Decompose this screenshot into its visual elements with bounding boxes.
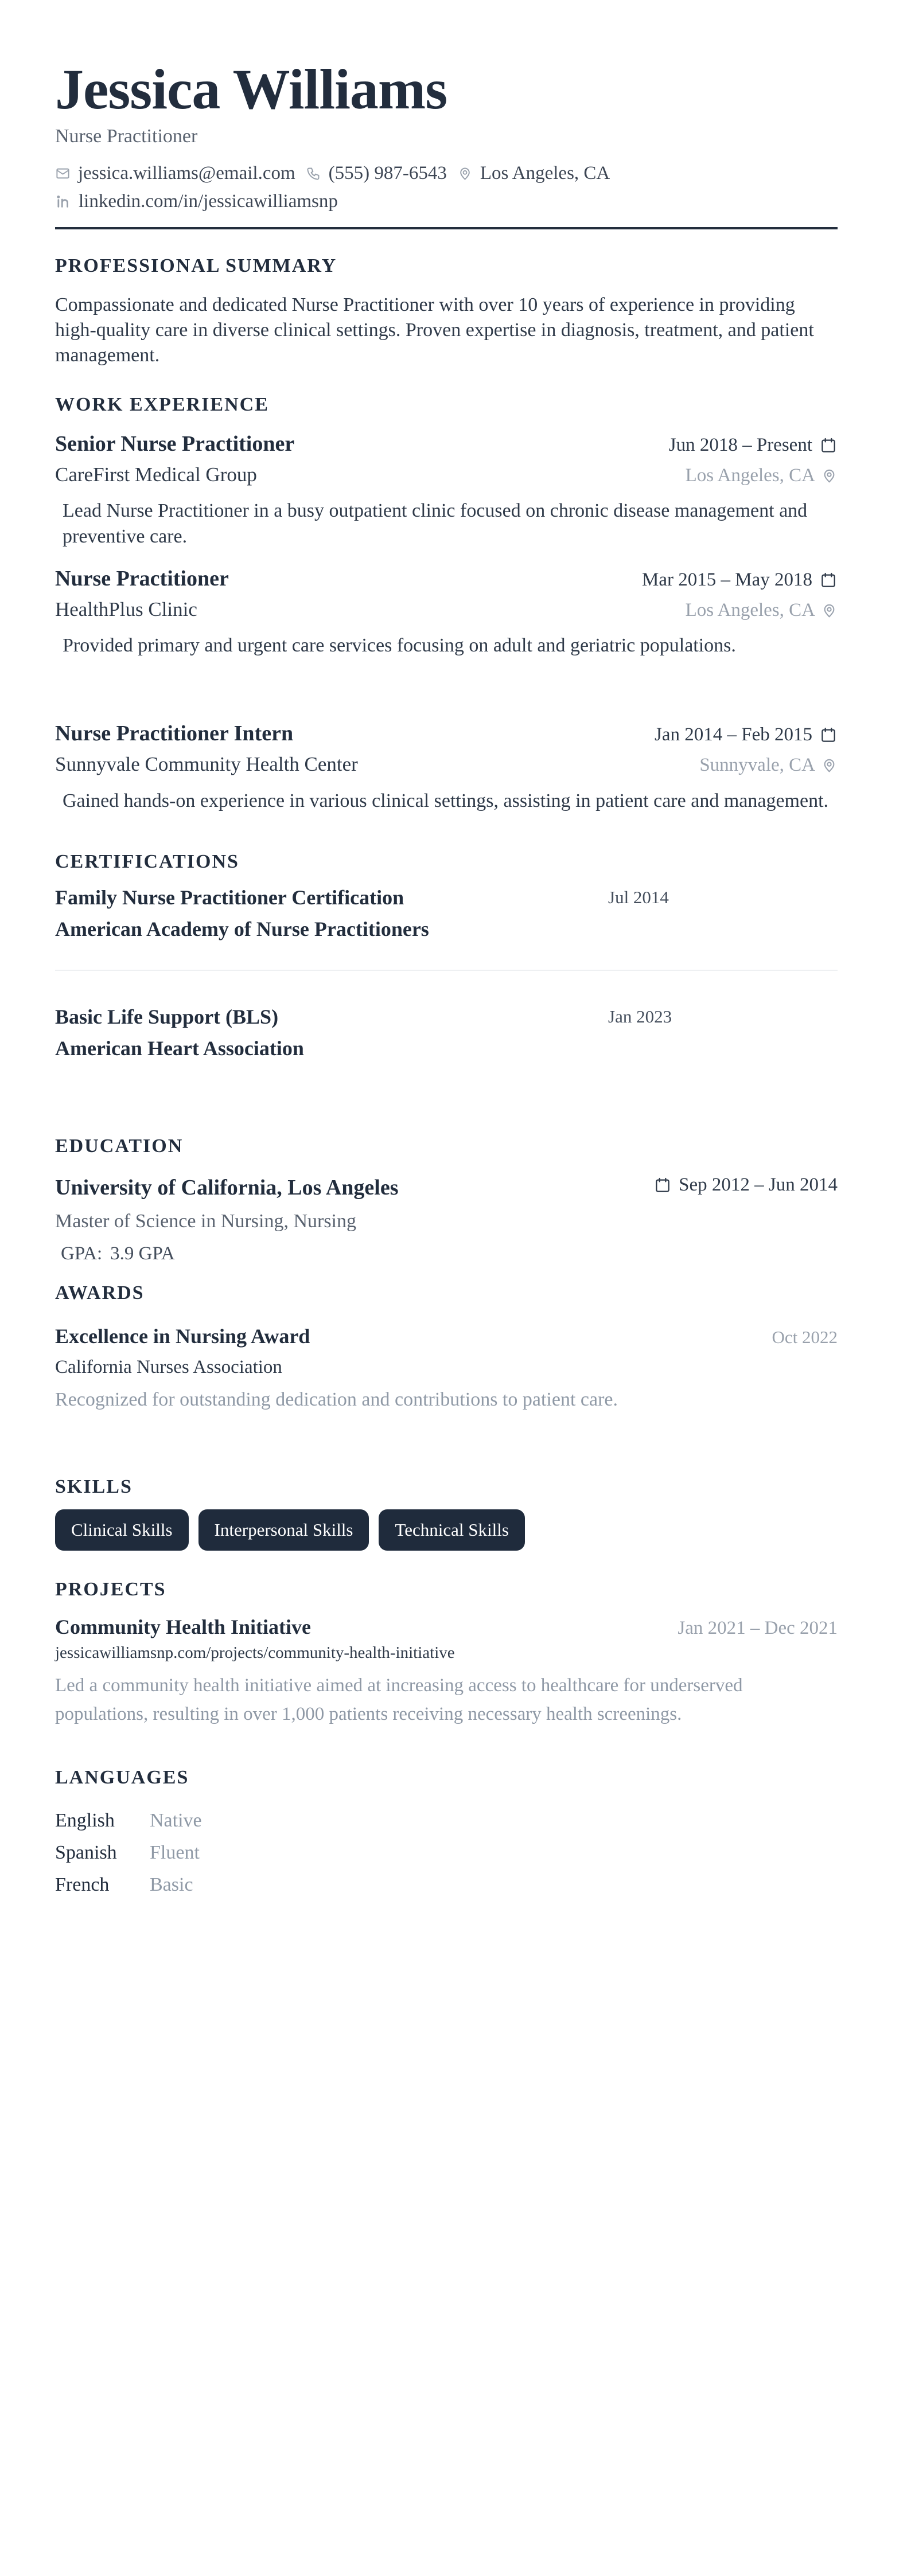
gpa-value: 3.9 GPA (110, 1243, 175, 1264)
award-issuer: California Nurses Association (55, 1357, 282, 1378)
language-row (55, 1840, 838, 1865)
work-entry (55, 567, 838, 658)
contact-row (55, 163, 838, 184)
job-description: Lead Nurse Practitioner in a busy outpatient clinic focused on chronic disease management and preventive care. (63, 500, 808, 548)
job-dates (655, 724, 838, 746)
language-name: Spanish (55, 1841, 117, 1863)
contact-row-linkedin (55, 191, 838, 212)
skills-pill-row (55, 1509, 838, 1551)
project-url[interactable]: jessicawilliamsnp.com/projects/community-health-initiative (55, 1643, 455, 1662)
resume-header (55, 56, 838, 229)
languages-heading: LANGUAGES (55, 1766, 189, 1788)
contact-linkedin (55, 191, 338, 212)
education-dates (653, 1174, 838, 1196)
award-description: Recognized for outstanding dedication and contributions to patient care. (55, 1389, 618, 1411)
calendar-icon (819, 436, 838, 455)
section-awards (55, 1282, 838, 1412)
job-location-text: Sunnyvale, CA (699, 755, 815, 776)
certification-list (55, 885, 838, 1084)
person-job-title: Nurse Practitioner (55, 126, 198, 147)
project-dates: Jan 2021 – Dec 2021 (678, 1617, 838, 1638)
job-dates (642, 569, 838, 591)
skills-heading: SKILLS (55, 1476, 133, 1498)
education-heading: EDUCATION (55, 1135, 184, 1157)
contact-email (55, 163, 295, 184)
certification-issuer: American Academy of Nurse Practitioners (55, 918, 429, 941)
job-location (699, 755, 838, 776)
section-projects (55, 1578, 838, 1728)
language-row (55, 1872, 838, 1898)
job-location (686, 465, 838, 486)
certification-date: Jul 2014 (608, 887, 669, 908)
person-name: Jessica Williams (55, 57, 447, 121)
language-level: Native (150, 1809, 202, 1831)
contact-location (457, 163, 610, 184)
gpa-row (55, 1242, 838, 1266)
map-pin-icon (821, 602, 838, 619)
job-title: Nurse Practitioner (55, 567, 229, 591)
award-title: Excellence in Nursing Award (55, 1325, 310, 1348)
skill-pill: Technical Skills (379, 1509, 524, 1551)
summary-heading: PROFESSIONAL SUMMARY (55, 255, 337, 276)
phone-text: (555) 987-6543 (328, 162, 447, 184)
location-pin-icon (457, 166, 473, 181)
job-description: Gained hands-on experience in various clinical settings, assisting in patient care and management. (63, 790, 829, 811)
awards-heading: AWARDS (55, 1282, 145, 1304)
project-description: Led a community health initiative aimed at increasing access to healthcare for underserved populations, resulting in over 1,000 patients receiving necessary health screenings. (55, 1675, 743, 1724)
section-skills (55, 1476, 838, 1551)
certifications-heading: CERTIFICATIONS (55, 850, 239, 872)
location-text: Los Angeles, CA (480, 162, 610, 184)
map-pin-icon (821, 467, 838, 484)
certification-date: Jan 2023 (608, 1006, 672, 1027)
contact-phone (306, 163, 447, 184)
job-title: Senior Nurse Practitioner (55, 432, 295, 456)
linkedin-text[interactable]: linkedin.com/in/jessicawilliamsnp (79, 190, 338, 212)
phone-icon (306, 166, 321, 181)
section-certifications (55, 850, 838, 1085)
section-education (55, 1135, 838, 1266)
certification-item (55, 971, 838, 1084)
job-description: Provided primary and urgent care services focusing on adult and geriatric populations. (63, 635, 736, 657)
summary-text: Compassionate and dedicated Nurse Practitioner with over 10 years of experience in providing high-quality care in diverse clinical settings. Proven expertise in diagnosis, treatment, and patient management. (55, 294, 814, 366)
company-name: CareFirst Medical Group (55, 463, 257, 486)
job-dates-text: Jan 2014 – Feb 2015 (655, 724, 812, 746)
job-dates-text: Mar 2015 – May 2018 (642, 569, 812, 591)
job-dates-text: Jun 2018 – Present (668, 435, 812, 456)
work-entry (55, 721, 838, 813)
work-entry (55, 432, 838, 549)
job-location-text: Los Angeles, CA (685, 465, 815, 486)
education-dates-text: Sep 2012 – Jun 2014 (679, 1174, 838, 1196)
job-dates (669, 435, 838, 456)
header-divider (55, 227, 838, 229)
job-title: Nurse Practitioner Intern (55, 721, 294, 746)
section-summary (55, 255, 838, 369)
skill-pill: Interpersonal Skills (198, 1509, 369, 1551)
project-title: Community Health Initiative (55, 1615, 311, 1638)
award-date: Oct 2022 (772, 1327, 838, 1348)
work-heading: WORK EXPERIENCE (55, 394, 269, 416)
linkedin-icon (55, 193, 71, 209)
section-languages (55, 1766, 838, 1898)
map-pin-icon (821, 757, 838, 774)
email-icon (55, 166, 71, 181)
language-level: Fluent (150, 1841, 200, 1863)
language-list (55, 1808, 838, 1898)
job-location-text: Los Angeles, CA (685, 599, 815, 620)
school-name: University of California, Los Angeles (55, 1175, 399, 1200)
job-location (686, 600, 838, 621)
skill-pill: Clinical Skills (55, 1509, 189, 1551)
language-row (55, 1808, 838, 1833)
company-name: HealthPlus Clinic (55, 598, 197, 620)
certification-name: Family Nurse Practitioner Certification (55, 886, 404, 910)
certification-issuer: American Heart Association (55, 1037, 304, 1060)
projects-heading: PROJECTS (55, 1578, 166, 1600)
calendar-icon (819, 571, 838, 590)
section-work (55, 393, 838, 813)
calendar-icon (653, 1176, 672, 1195)
language-name: English (55, 1809, 115, 1831)
degree: Master of Science in Nursing, Nursing (55, 1211, 357, 1232)
calendar-icon (819, 726, 838, 744)
work-entries (55, 432, 838, 814)
gpa-label: GPA: (61, 1243, 103, 1264)
certification-item (55, 885, 838, 971)
certification-name: Basic Life Support (BLS) (55, 1005, 279, 1029)
language-name: French (55, 1874, 110, 1895)
company-name: Sunnyvale Community Health Center (55, 753, 358, 776)
email-text[interactable]: jessica.williams@email.com (78, 162, 295, 184)
language-level: Basic (150, 1874, 193, 1895)
